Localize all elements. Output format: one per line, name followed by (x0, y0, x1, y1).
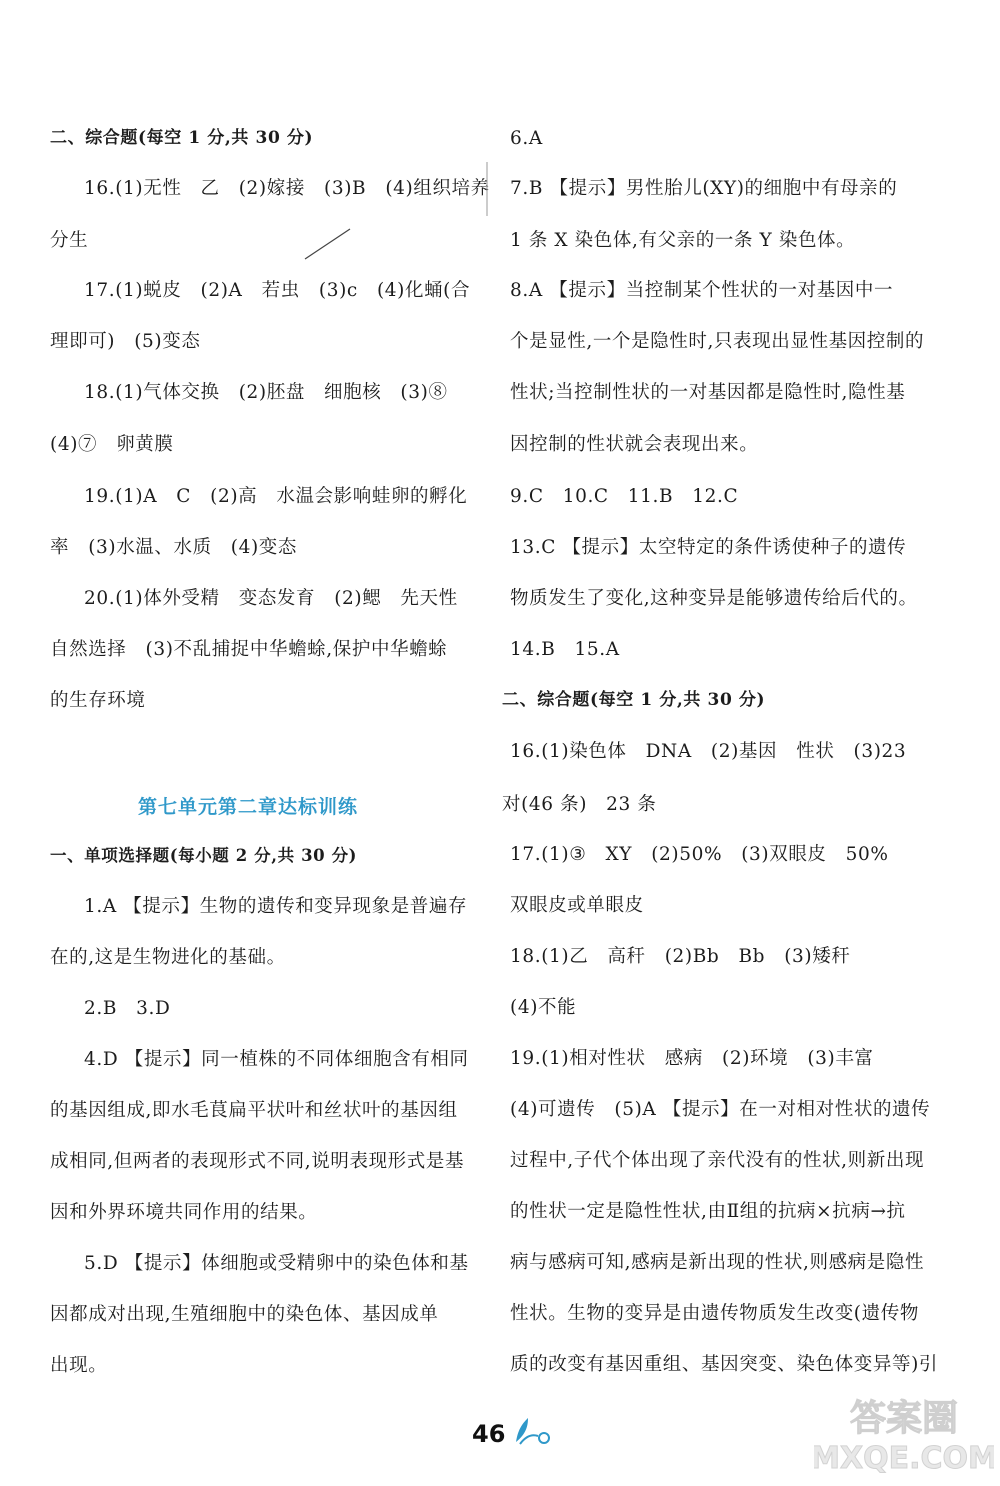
answer-line: 的生存环境 (50, 690, 146, 711)
answer-line: 18.(1)乙 高秆 (2)Bb Bb (3)矮秆 (510, 946, 851, 967)
answer-line: 理即可) (5)变态 (50, 331, 201, 352)
section-heading: 一、单项选择题(每小题 2 分,共 30 分) (50, 846, 358, 865)
answer-line: 性状。生物的变异是由遗传物质发生改变(遗传物 (510, 1303, 919, 1324)
page-number: 46 (472, 1420, 506, 1448)
answer-line: 因和外界环境共同作用的结果。 (50, 1202, 318, 1223)
answer-line: 19.(1)相对性状 感病 (2)环境 (3)丰富 (510, 1048, 874, 1069)
answer-line: 成相同,但两者的表现形式不同,说明表现形式是基 (50, 1151, 465, 1172)
answer-line: 19.(1)A C (2)高 水温会影响蛙卵的孵化 (84, 486, 468, 507)
answer-line: 1.A 【提示】生物的遗传和变异现象是普遍存 (84, 896, 468, 917)
answer-line: 率 (3)水温、水质 (4)变态 (50, 537, 298, 558)
unit-title: 第七单元第二章达标训练 (138, 796, 359, 818)
answer-line: 4.D 【提示】同一植株的不同体细胞含有相同 (84, 1049, 469, 1070)
column-mark (484, 160, 490, 220)
watermark (814, 1388, 994, 1482)
answer-line: 出现。 (50, 1355, 108, 1376)
answer-line: 1 条 X 染色体,有父亲的一条 Y 染色体。 (510, 230, 856, 251)
answer-line: (4)可遗传 (5)A 【提示】在一对相对性状的遗传 (510, 1099, 931, 1120)
answer-line: 的基因组成,即水毛茛扁平状叶和丝状叶的基因组 (50, 1100, 458, 1121)
answer-line: 14.B 15.A (510, 639, 620, 660)
answer-line: 过程中,子代个体出现了亲代没有的性状,则新出现 (510, 1150, 925, 1171)
answer-line: 7.B 【提示】男性胎儿(XY)的细胞中有母亲的 (510, 178, 898, 199)
answer-line: 因控制的性状就会表现出来。 (510, 434, 759, 455)
answer-line: 6.A (510, 128, 543, 149)
answer-line: 的性状一定是隐性性状,由Ⅱ组的抗病×抗病→抗 (510, 1201, 906, 1222)
answer-line: 9.C 10.C 11.B 12.C (510, 486, 739, 507)
answer-line: 质的改变有基因重组、基因突变、染色体变异等)引 (510, 1354, 939, 1375)
answer-line: 18.(1)气体交换 (2)胚盘 细胞核 (3)⑧ (84, 382, 448, 403)
answer-line: 自然选择 (3)不乱捕捉中华蟾蜍,保护中华蟾蜍 (50, 639, 448, 660)
section-heading: 二、综合题(每空 1 分,共 30 分) (50, 128, 314, 148)
pen-stroke (300, 225, 360, 265)
answer-line: 个是显性,一个是隐性时,只表现出显性基因控制的 (510, 331, 925, 352)
answer-line: 物质发生了变化,这种变异是能够遗传给后代的。 (510, 588, 918, 609)
watermark-domain: MXQE.COM (814, 1441, 994, 1476)
watermark-logo: 答案圈 (849, 1398, 959, 1439)
answer-line: 16.(1)无性 乙 (2)嫁接 (3)B (4)组织培养 (84, 178, 490, 199)
answer-line: 双眼皮或单眼皮 (510, 895, 644, 916)
answer-line: 性状;当控制性状的一对基因都是隐性时,隐性基 (510, 382, 906, 403)
answer-line: 16.(1)染色体 DNA (2)基因 性状 (3)23 (510, 741, 907, 762)
answer-line: (4)不能 (510, 997, 577, 1018)
answer-line: 20.(1)体外受精 变态发育 (2)鳃 先天性 (84, 588, 458, 609)
answer-line: 对(46 条) 23 条 (502, 794, 657, 815)
answer-line: 8.A 【提示】当控制某个性状的一对基因中一 (510, 280, 894, 301)
leaf-ornament-icon (512, 1414, 556, 1448)
answer-line: 5.D 【提示】体细胞或受精卵中的染色体和基 (84, 1253, 469, 1274)
answer-line: 17.(1)③ XY (2)50% (3)双眼皮 50% (510, 844, 889, 865)
answer-line: 17.(1)蜕皮 (2)A 若虫 (3)c (4)化蛹(合 (84, 280, 471, 301)
answer-line: 因都成对出现,生殖细胞中的染色体、基因成单 (50, 1304, 439, 1325)
answer-line: 病与感病可知,感病是新出现的性状,则感病是隐性 (510, 1252, 925, 1273)
answer-line: (4)⑦ 卵黄膜 (50, 434, 174, 455)
answer-line: 分生 (50, 230, 89, 251)
answer-line: 13.C 【提示】太空特定的条件诱使种子的遗传 (510, 537, 907, 558)
section-heading: 二、综合题(每空 1 分,共 30 分) (502, 690, 766, 710)
answer-line: 2.B 3.D (84, 998, 171, 1019)
answer-line: 在的,这是生物进化的基础。 (50, 947, 286, 968)
